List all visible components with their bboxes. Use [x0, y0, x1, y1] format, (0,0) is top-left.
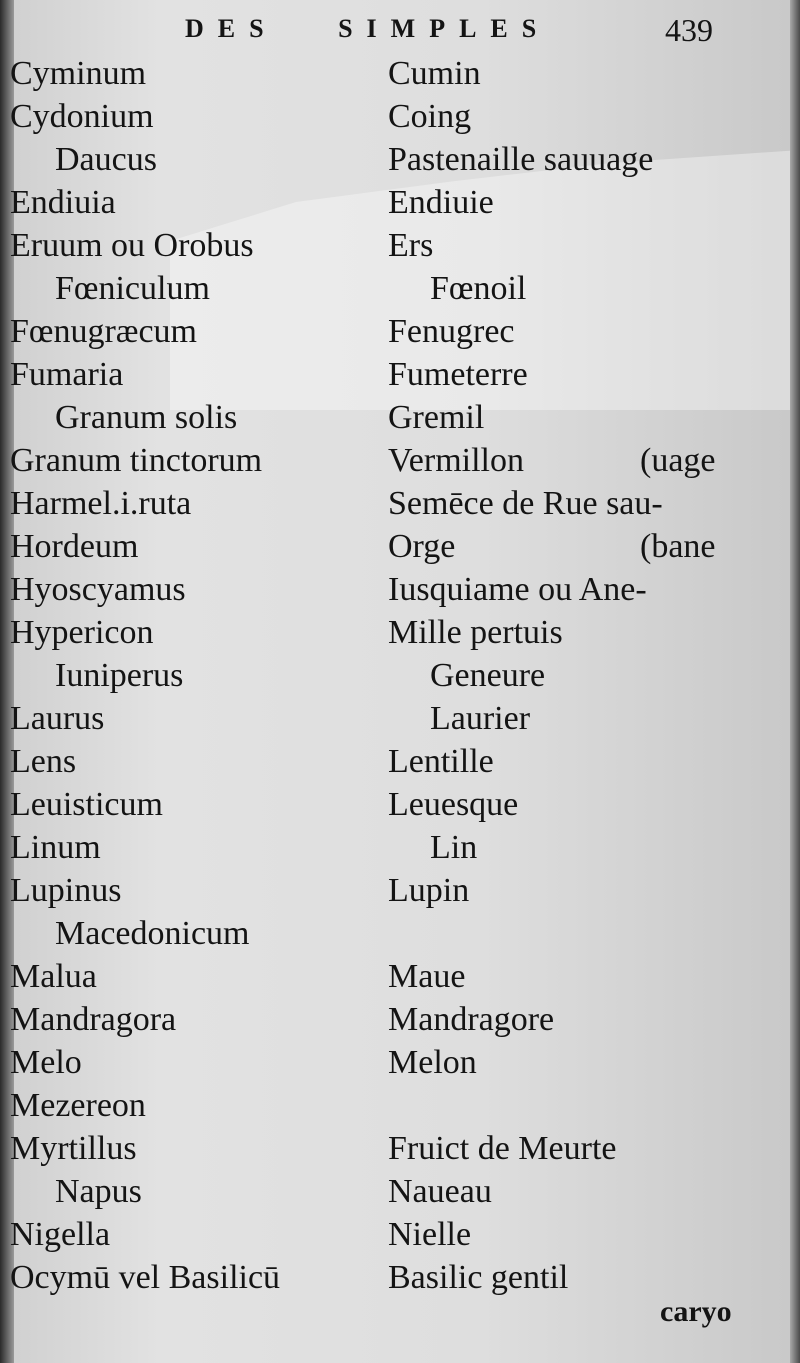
french-term: Laurier [430, 700, 531, 737]
glossary-list [0, 52, 800, 1299]
latin-term: Hypericon [10, 614, 154, 651]
glossary-row [0, 224, 800, 267]
glossary-row [0, 1213, 800, 1256]
latin-term: Fumaria [10, 356, 124, 393]
latin-term: Fœnugræcum [10, 313, 197, 350]
page-number: 439 [665, 12, 713, 48]
glossary-row [0, 1084, 800, 1127]
glossary-row [0, 568, 800, 611]
glossary-row [0, 1170, 800, 1213]
french-term: Ers [388, 227, 434, 264]
continuation-note: (uage [640, 442, 716, 479]
french-term: Pastenaille sauuage [388, 141, 654, 178]
glossary-row [0, 611, 800, 654]
glossary-row [0, 998, 800, 1041]
french-term: Fœnoil [430, 270, 527, 307]
latin-term: Iuniperus [55, 657, 184, 694]
glossary-row [0, 912, 800, 955]
latin-term: Napus [55, 1173, 142, 1210]
latin-term: Linum [10, 829, 101, 866]
glossary-row [0, 353, 800, 396]
latin-term: Fœniculum [55, 270, 210, 307]
french-term: Basilic gentil [388, 1259, 569, 1296]
french-term: Lentille [388, 743, 494, 780]
french-term: Gremil [388, 399, 485, 436]
latin-term: Leuisticum [10, 786, 163, 823]
latin-term: Daucus [55, 141, 157, 178]
french-term: Iusquiame ou Ane- [388, 571, 647, 608]
glossary-row [0, 1256, 800, 1299]
french-term: Mandragore [388, 1001, 555, 1038]
french-term: Lupin [388, 872, 470, 909]
continuation-note: (bane [640, 528, 716, 565]
latin-term: Mezereon [10, 1087, 146, 1124]
page-header [0, 10, 800, 50]
latin-term: Nigella [10, 1216, 111, 1253]
french-term: Geneure [430, 657, 546, 694]
latin-term: Mandragora [10, 1001, 177, 1038]
glossary-row [0, 1041, 800, 1084]
glossary-row [0, 783, 800, 826]
latin-term: Lupinus [10, 872, 122, 909]
latin-term: Melo [10, 1044, 82, 1081]
glossary-row [0, 826, 800, 869]
french-term: Leuesque [388, 786, 519, 823]
french-term: Orge [388, 528, 456, 565]
french-term: Naueau [388, 1173, 492, 1210]
glossary-row [0, 1127, 800, 1170]
glossary-row [0, 525, 800, 568]
running-title: DES SIMPLES [185, 14, 551, 43]
french-term: Melon [388, 1044, 477, 1081]
french-term: Cumin [388, 55, 481, 92]
glossary-row [0, 482, 800, 525]
glossary-row [0, 267, 800, 310]
glossary-row [0, 869, 800, 912]
catchword: caryo [660, 1295, 732, 1328]
french-term: Maue [388, 958, 466, 995]
glossary-row [0, 697, 800, 740]
french-term: Coing [388, 98, 472, 135]
latin-term: Ocymū vel Basilicū [10, 1259, 281, 1296]
glossary-row [0, 396, 800, 439]
french-term: Fumeterre [388, 356, 528, 393]
glossary-row [0, 138, 800, 181]
latin-term: Cyminum [10, 55, 147, 92]
latin-term: Eruum ou Orobus [10, 227, 254, 264]
glossary-row [0, 181, 800, 224]
glossary-row [0, 52, 800, 95]
french-term: Lin [430, 829, 478, 866]
glossary-row [0, 955, 800, 998]
latin-term: Laurus [10, 700, 105, 737]
glossary-row [0, 439, 800, 482]
latin-term: Harmel.i.ruta [10, 485, 192, 522]
french-term: Endiuie [388, 184, 494, 221]
latin-term: Myrtillus [10, 1130, 137, 1167]
french-term: Fenugrec [388, 313, 515, 350]
latin-term: Lens [10, 743, 77, 780]
latin-term: Endiuia [10, 184, 116, 221]
latin-term: Granum tinctorum [10, 442, 263, 479]
latin-term: Macedonicum [55, 915, 250, 952]
french-term: Vermillon [388, 442, 524, 479]
latin-term: Hordeum [10, 528, 139, 565]
french-term: Nielle [388, 1216, 472, 1253]
french-term: Semēce de Rue sau- [388, 485, 663, 522]
latin-term: Malua [10, 958, 97, 995]
glossary-row [0, 654, 800, 697]
glossary-row [0, 740, 800, 783]
french-term: Fruict de Meurte [388, 1130, 617, 1167]
latin-term: Granum solis [55, 399, 238, 436]
latin-term: Cydonium [10, 98, 154, 135]
glossary-row [0, 95, 800, 138]
french-term: Mille pertuis [388, 614, 563, 651]
glossary-row [0, 310, 800, 353]
latin-term: Hyoscyamus [10, 571, 186, 608]
